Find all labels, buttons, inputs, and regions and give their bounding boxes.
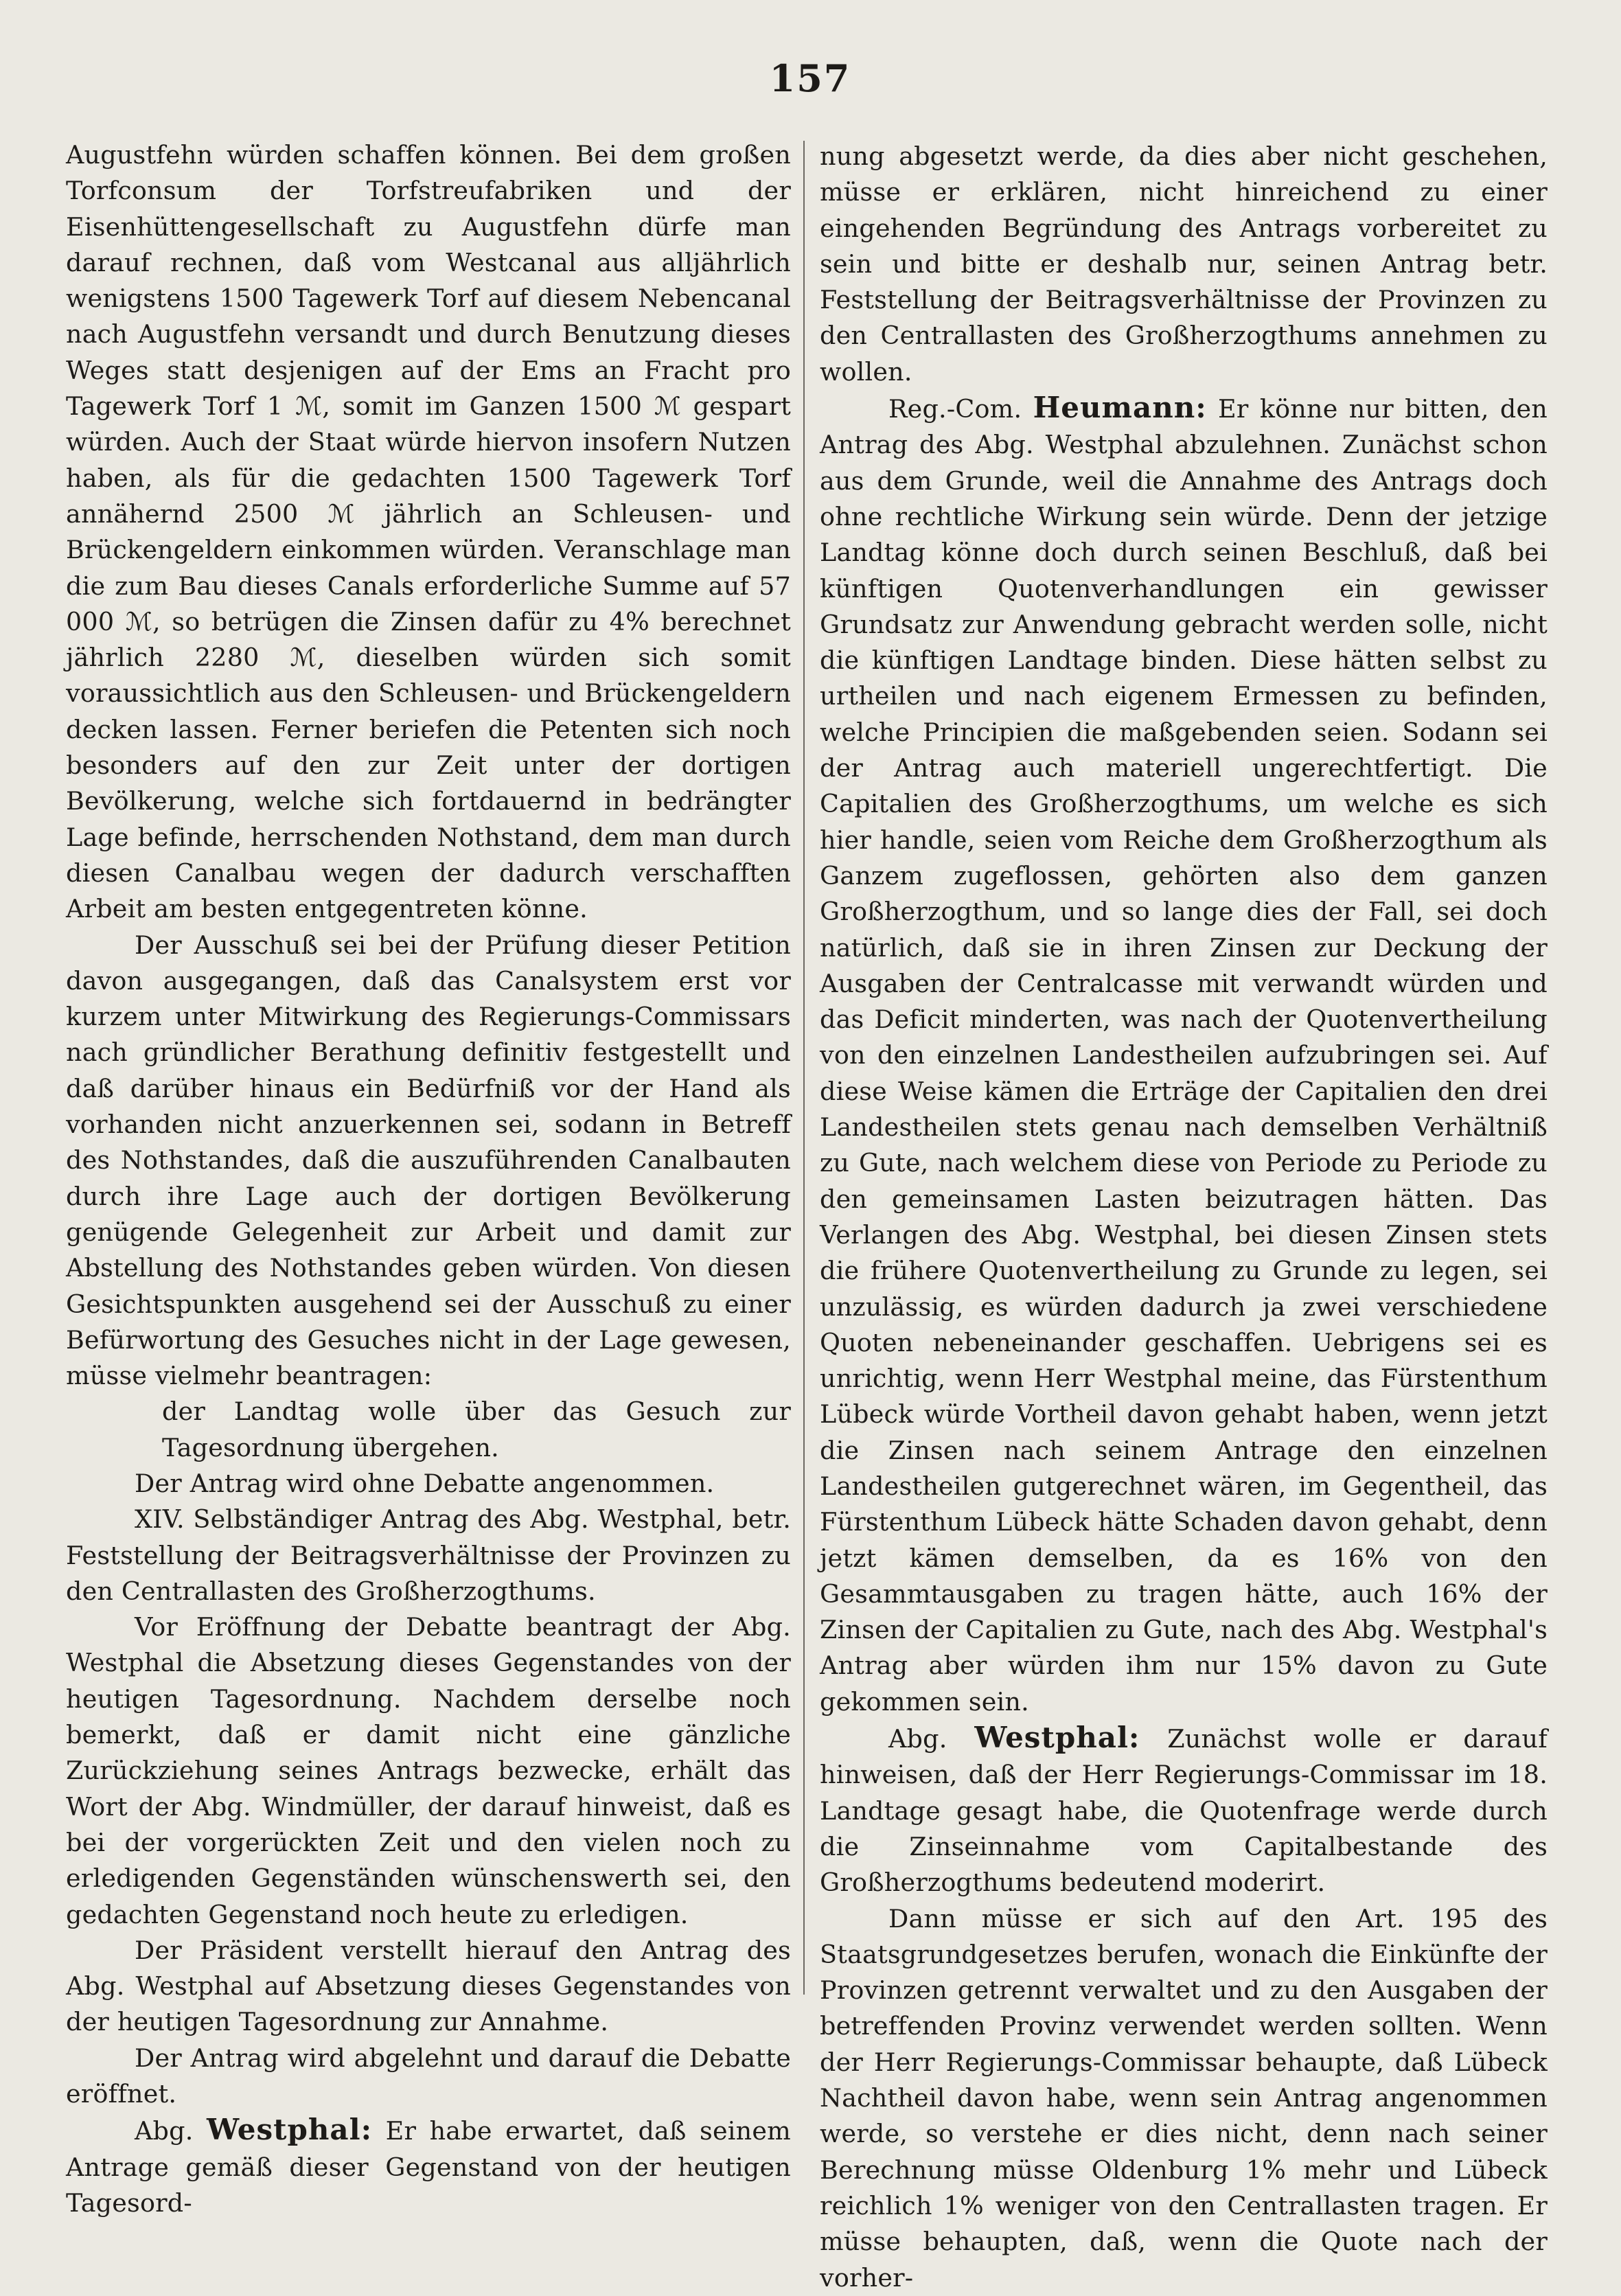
paragraph: Der Antrag wird ohne Debatte angenommen. [135, 1468, 715, 1498]
speech-text: Er könne nur bitten, den Antrag des Abg. Westphal abzulehnen. Zunächst schon aus dem Grunde, weil die Annahme des Antrags doch ohne rechtliche Wirkung sein würde. Denn der jetzige Landtag könne doch durch seinen Beschluß, daß bei künftigen Quotenverhandlungen ein gewisser Grundsatz zur Anwendung gebracht werden solle, nicht die künftigen Landtage binden. Diese hätten selbst zu urtheilen und nach eigenem Ermessen zu befinden, welche Principien die maßgebenden seien. Sodann sei der Antrag auch materiell ungerechtfertigt. Die Capitalien des Großherzogthums, um welche es sich hier handle, seien vom Reiche dem Großherzogthum als Ganzem zugeflossen, gehörten also dem ganzen Großherzogthum, und so lange dies der Fall, sei doch natürlich, daß sie in ihren Zinsen zur Deckung der Ausgaben der Centralcasse mit verwandt würden und das Deficit minderten, was nach der Quotenvertheilung von den einzelnen Landestheilen aufzubringen sei. Auf diese Weise kämen die Erträge der Capitalien den drei Landestheilen stets genau nach demselben Verhältniß zu Gute, nach welchem diese von Periode zu Periode zu den gemeinsamen Lasten beizutragen hätten. Das Verlangen des Abg. Westphal, bei diesen Zinsen stets die frühere Quotenvertheilung zu Grunde zu legen, sei unzulässig, es würden dadurch ja zwei verschiedene Quoten nebeneinander geschaffen. Uebrigens sei es unrichtig, wenn Herr Westphal meine, das Fürstenthum Lübeck würde Vortheil davon gehabt haben, wenn jetzt die Zinsen nach seinem Antrage den einzelnen Landestheilen gutgerechnet wären, im Gegentheil, das Fürstenthum Lübeck hätte Schaden davon gehabt, denn jetzt kämen demselben, da es 16% von den Gesammtausgaben zu tragen hätte, auch 16% der Zinsen der Capitalien zu Gute, nach des Abg. Westphal's Antrag aber würden ihm nur 15% davon zu Gute gekommen sein. [820, 394, 1548, 1717]
left-column [66, 137, 791, 2221]
speaker-role: Abg. [135, 2116, 194, 2146]
paragraph: Der Präsident verstellt hierauf den Antrag des Abg. Westphal auf Absetzung dieses Gegenstandes von der heutigen Tagesordnung zur Annahme. [66, 1935, 791, 2037]
page-number: 157 [769, 56, 851, 100]
right-column [820, 139, 1548, 2296]
speaker-role: Abg. [888, 1724, 947, 1754]
paragraph: Dann müsse er sich auf den Art. 195 des Staatsgrundgesetzes berufen, wonach die Einkünfte der Provinzen getrennt verwaltet und zu den Ausgaben der betreffenden Provinz verwendet werden sollten. Wenn der Herr Regierungs-Commissar behaupte, daß Lübeck Nachtheil davon habe, wenn sein Antrag angenommen werde, so verstehe er dies nicht, denn nach seiner Berechnung müsse Oldenburg 1% mehr und Lübeck reichlich 1% weniger von den Centrallasten tragen. Er müsse behaupten, daß, wenn die Quote nach der vorher- [820, 1903, 1548, 2293]
speech-paragraph [820, 1720, 1548, 1901]
agenda-item-heading: XIV. Selbständiger Antrag des Abg. Westphal, betr. Feststellung der Beitragsverhältnisse der Provinzen zu den Centrallasten des Großherzogthums. [66, 1504, 791, 1606]
speaker-name: Westphal: [974, 1721, 1140, 1755]
paragraph: Der Ausschuß sei bei der Prüfung dieser Petition davon ausgegangen, daß das Canalsystem erst vor kurzem unter Mitwirkung des Regierungs-Commissars nach gründlicher Berathung definitiv festgestellt und daß darüber hinaus ein Bedürfniß vor der Hand als vorhanden nicht anzuerkennen sei, sodann in Betreff des Nothstandes, daß die auszuführenden Canalbauten durch ihre Lage auch der dortigen Bevölkerung genügende Gelegenheit zur Arbeit und damit zur Abstellung des Nothstandes geben würden. Von diesen Gesichtspunkten ausgehend sei der Ausschuß zu einer Befürwortung des Gesuches nicht in der Lage gewesen, müsse vielmehr beantragen: [66, 930, 791, 1391]
speaker-name: Heumann: [1033, 391, 1207, 425]
speech-paragraph [820, 390, 1548, 1720]
paragraph: Vor Eröffnung der Debatte beantragt der Abg. Westphal die Absetzung dieses Gegenstandes von der heutigen Tagesordnung. Nachdem derselbe noch bemerkt, daß er damit nicht eine gänzliche Zurückziehung seines Antrags bezwecke, erhält das Wort der Abg. Windmüller, der darauf hinweist, daß es bei der vorgerückten Zeit und den vielen noch zu erledigenden Gegenständen wünschenswerth sei, den gedachten Gegenstand noch heute zu erledigen. [66, 1612, 791, 1929]
speaker-role: Reg.-Com. [888, 394, 1022, 424]
speech-text: Zunächst wolle er darauf hinweisen, daß der Herr Regierungs-Commissar im 18. Landtage gesagt habe, die Quotenfrage werde durch die Zinseinnahme vom Capitalbestande des Großherzogthums bedeutend moderirt. [820, 1724, 1548, 1898]
speech-text: Er habe erwartet, daß seinem Antrage gemäß dieser Gegenstand von der heutigen Tagesord- [66, 2116, 791, 2218]
speech-paragraph [66, 2112, 791, 2221]
resolution-text: der Landtag wolle über das Gesuch zur Tagesordnung übergehen. [162, 1397, 791, 1462]
column-divider [803, 141, 805, 1995]
paragraph: nung abgesetzt werde, da dies aber nicht geschehen, müsse er erklären, nicht hinreichend zu einer eingehenden Begründung des Antrags vorbereitet zu sein und bitte er deshalb nur, seinen Antrag betr. Feststellung der Beitragsverhältnisse der Provinzen zu den Centrallasten des Großherzogthums annehmen zu wollen. [820, 141, 1548, 387]
paragraph: Augustfehn würden schaffen können. Bei dem großen Torfconsum der Torfstreufabriken und der Eisenhüttengesellschaft zu Augustfehn dürfe man darauf rechnen, daß vom Westcanal aus alljährlich wenigstens 1500 Tagewerk Torf auf diesem Nebencanal nach Augustfehn versandt und durch Benutzung dieses Weges statt desjenigen auf der Ems an Fracht pro Tagewerk Torf 1 ℳ, somit im Ganzen 1500 ℳ gespart würden. Auch der Staat würde hiervon insofern Nutzen haben, als für die gedachten 1500 Tagewerk Torf annähernd 2500 ℳ jährlich an Schleusen- und Brückengeldern einkommen würden. Veranschlage man die zum Bau dieses Canals erforderliche Summe auf 57 000 ℳ, so betrügen die Zinsen dafür zu 4% berechnet jährlich 2280 ℳ, dieselben würden sich somit voraussichtlich aus den Schleusen- und Brückengeldern decken lassen. Ferner beriefen die Petenten sich noch besonders auf den zur Zeit unter der dortigen Bevölkerung, welche sich fortdauernd in bedrängter Lage befinde, herrschenden Nothstand, dem man durch diesen Canalbau wegen der dadurch verschafften Arbeit am besten entgegentreten könne. [66, 140, 791, 924]
paragraph: Der Antrag wird abgelehnt und darauf die Debatte eröffnet. [66, 2043, 791, 2109]
speaker-name: Westphal: [207, 2113, 373, 2147]
